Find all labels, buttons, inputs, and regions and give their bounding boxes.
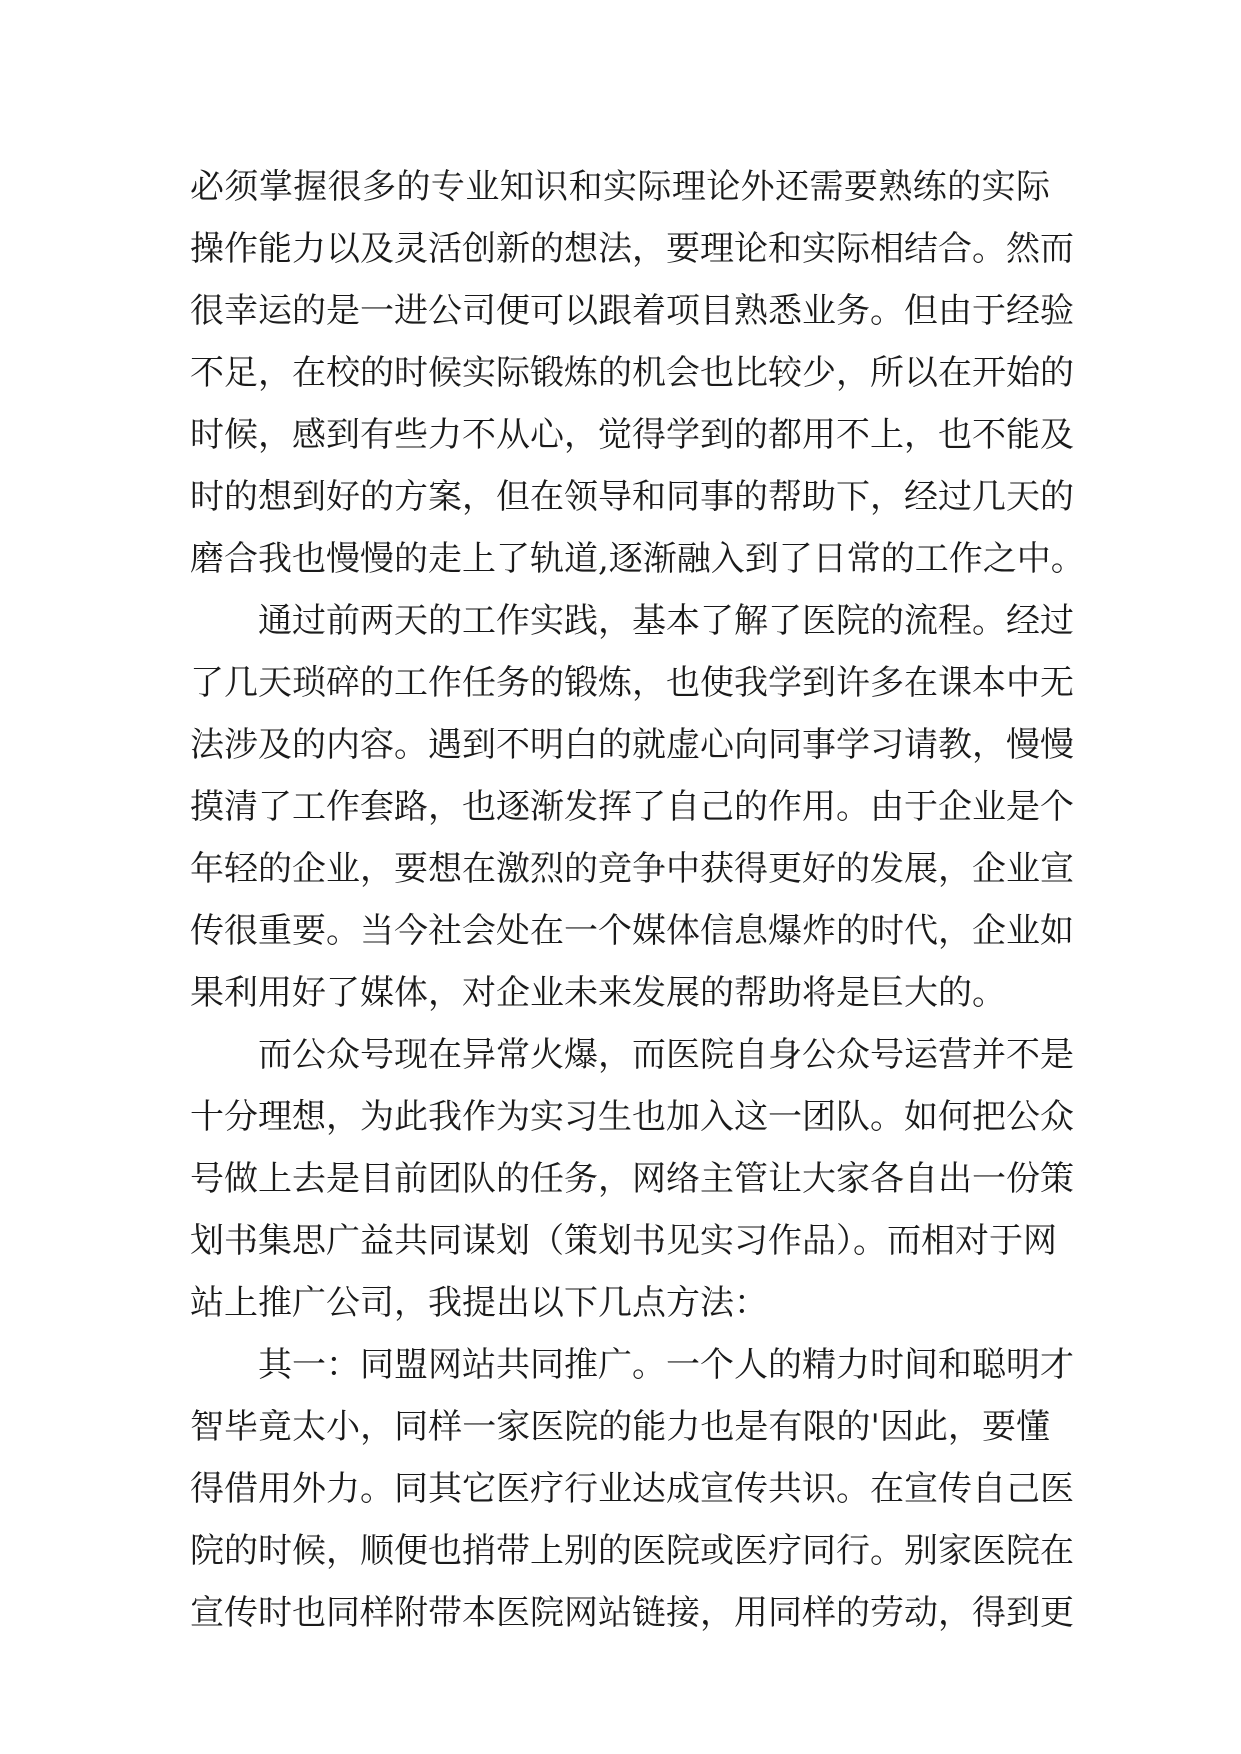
text-line: 操作能力以及灵活创新的想法，要理论和实际相结合。然而	[190, 229, 1074, 269]
paragraph-first-line: 其一：同盟网站共同推广。一个人的精力时间和聪明才	[258, 1345, 1074, 1385]
text-line: 站上推广公司，我提出以下几点方法：	[190, 1283, 768, 1323]
text-line: 摸清了工作套路，也逐渐发挥了自己的作用。由于企业是个	[190, 787, 1074, 827]
text-line: 法涉及的内容。遇到不明白的就虚心向同事学习请教，慢慢	[190, 725, 1074, 765]
text-line: 宣传时也同样附带本医院网站链接，用同样的劳动，得到更	[190, 1593, 1074, 1633]
paragraph-first-line: 而公众号现在异常火爆，而医院自身公众号运营并不是	[258, 1035, 1074, 1075]
text-line: 十分理想，为此我作为实习生也加入这一团队。如何把公众	[190, 1097, 1074, 1137]
text-line: 年轻的企业，要想在激烈的竞争中获得更好的发展，企业宣	[190, 849, 1074, 889]
text-line: 时的想到好的方案，但在领导和同事的帮助下，经过几天的	[190, 477, 1074, 517]
text-line: 智毕竟太小，同样一家医院的能力也是有限的'因此，要懂	[190, 1407, 1050, 1447]
text-line: 得借用外力。同其它医疗行业达成宣传共识。在宣传自己医	[190, 1469, 1074, 1509]
text-line: 很幸运的是一进公司便可以跟着项目熟悉业务。但由于经验	[190, 291, 1074, 331]
paragraph-first-line: 通过前两天的工作实践，基本了解了医院的流程。经过	[258, 601, 1074, 641]
text-line: 号做上去是目前团队的任务，网络主管让大家各自出一份策	[190, 1159, 1074, 1199]
text-line: 不足，在校的时候实际锻炼的机会也比较少，所以在开始的	[190, 353, 1074, 393]
text-line: 果利用好了媒体，对企业未来发展的帮助将是巨大的。	[190, 973, 1006, 1013]
body-text	[190, 156, 1085, 1644]
text-line: 必须掌握很多的专业知识和实际理论外还需要熟练的实际	[190, 167, 1050, 207]
text-line: 划书集思广益共同谋划（策划书见实习作品）。而相对于网	[190, 1221, 1057, 1261]
text-line: 了几天琐碎的工作任务的锻炼，也使我学到许多在课本中无	[190, 663, 1074, 703]
text-line: 磨合我也慢慢的走上了轨道,逐渐融入到了日常的工作之中。	[190, 539, 1085, 579]
text-line: 传很重要。当今社会处在一个媒体信息爆炸的时代，企业如	[190, 911, 1074, 951]
text-line: 时候，感到有些力不从心，觉得学到的都用不上，也不能及	[190, 415, 1074, 455]
text-line: 院的时候，顺便也捎带上别的医院或医疗同行。别家医院在	[190, 1531, 1074, 1571]
